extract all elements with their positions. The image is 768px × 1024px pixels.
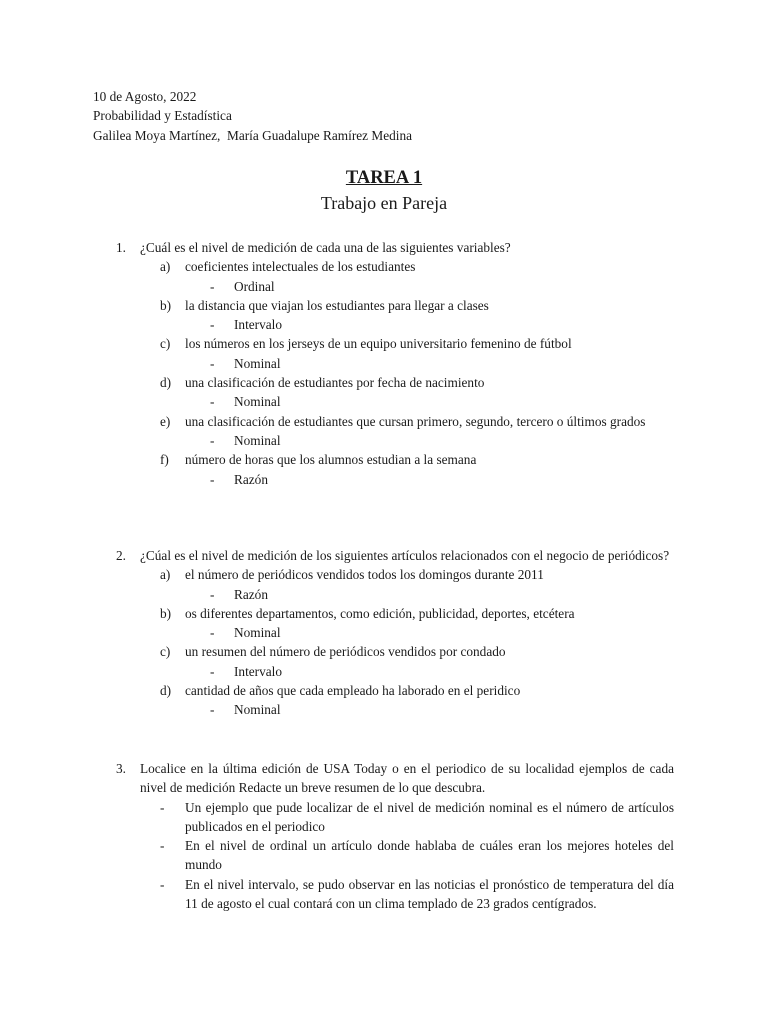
course-line: Probabilidad y Estadística <box>93 108 232 124</box>
answer <box>210 700 674 719</box>
answer <box>210 470 674 489</box>
answer-text: Nominal <box>234 625 281 641</box>
dash-marker: - <box>210 586 215 602</box>
list-item <box>160 412 674 431</box>
answer-text: Nominal <box>234 702 281 718</box>
answer-text: Ordinal <box>234 278 275 294</box>
item-label: a) <box>160 567 171 583</box>
answer <box>210 431 674 450</box>
answer-text: Intervalo <box>234 317 282 333</box>
bullet-item <box>160 798 674 837</box>
list-item <box>160 296 674 315</box>
dash-marker: - <box>210 394 215 410</box>
dash-marker: - <box>210 702 215 718</box>
date-line: 10 de Agosto, 2022 <box>93 89 197 104</box>
item-label: d) <box>160 375 172 391</box>
dash-marker: - <box>160 799 165 815</box>
item-label: d) <box>160 683 172 699</box>
item-text: cantidad de años que cada empleado ha laborado en el peridico <box>185 683 521 699</box>
item-label: b) <box>160 297 172 313</box>
item-label: c) <box>160 644 171 660</box>
list-item <box>160 604 674 623</box>
item-text: número de horas que los alumnos estudian a la semana <box>185 452 477 468</box>
answer <box>210 585 674 604</box>
question-number: 1. <box>116 240 126 255</box>
dash-marker: - <box>210 317 215 333</box>
question-text: ¿Cuál es el nivel de medición de cada una de las siguientes variables? <box>140 240 511 255</box>
question-3 <box>116 759 674 913</box>
answer <box>210 623 674 642</box>
item-text: una clasificación de estudiantes por fecha de nacimiento <box>185 375 485 391</box>
item-text: una clasificación de estudiantes que cursan primero, segundo, tercero o últimos grados <box>185 413 646 429</box>
answer-text: Intervalo <box>234 663 282 679</box>
question-number: 3. <box>116 761 126 776</box>
dash-marker: - <box>210 432 215 448</box>
item-label: e) <box>160 413 171 429</box>
list-item <box>160 642 674 661</box>
dash-marker: - <box>210 471 215 487</box>
answer <box>210 315 674 334</box>
list-item <box>160 373 674 392</box>
bullet-text: En el nivel intervalo, se pudo observar en las noticias el pronóstico de temperatura del día 11 de agosto el cual contará con un clima templado de 23 grados centígrados. <box>185 876 674 912</box>
dash-marker: - <box>210 278 215 294</box>
answer-text: Nominal <box>234 432 281 448</box>
dash-marker: - <box>210 625 215 641</box>
bullet-text: Un ejemplo que pude localizar de el nivel de medición nominal es el número de artículos publicados en el periodico <box>185 799 674 834</box>
dash-marker: - <box>160 838 165 854</box>
item-text: coeficientes intelectuales de los estudiantes <box>185 259 416 275</box>
answer-text: Nominal <box>234 394 281 410</box>
bullet-item <box>160 836 674 875</box>
item-text: los números en los jerseys de un equipo universitario femenino de fútbol <box>185 336 572 352</box>
answer <box>210 277 674 296</box>
question-text: Localice en la última edición de USA Today o en el periodico de su localidad ejemplos de cada nivel de medición Redacte un breve resumen de lo que descubra. <box>140 761 674 796</box>
question-1 <box>116 238 674 489</box>
list-item <box>160 450 674 469</box>
question-text: ¿Cúal es el nivel de medición de los siguientes artículos relacionados con el negocio de periódicos? <box>140 548 670 563</box>
answer <box>210 354 674 373</box>
page-subtitle: Trabajo en Pareja <box>320 193 448 213</box>
dash-marker: - <box>160 876 165 892</box>
item-label: b) <box>160 605 172 621</box>
answer-text: Razón <box>234 471 268 487</box>
answer-text: Nominal <box>234 355 281 371</box>
item-label: f) <box>160 452 169 468</box>
question-2 <box>116 546 674 720</box>
dash-marker: - <box>210 355 215 371</box>
answer <box>210 662 674 681</box>
bullet-text: En el nivel de ordinal un artículo donde hablaba de cuáles eran los mejores hoteles del mundo <box>185 838 674 873</box>
bullet-item <box>160 875 674 914</box>
page-title: TAREA 1 <box>345 168 423 188</box>
item-text: el número de periódicos vendidos todos los domingos durante 2011 <box>185 567 544 583</box>
item-text: la distancia que viajan los estudiantes para llegar a clases <box>185 297 489 313</box>
list-item <box>160 257 674 276</box>
item-label: a) <box>160 259 171 275</box>
answer-text: Razón <box>234 586 268 602</box>
item-label: c) <box>160 336 171 352</box>
header-block <box>93 87 412 145</box>
list-item <box>160 565 674 584</box>
list-item <box>160 334 674 353</box>
authors-line: Galilea Moya Martínez, María Guadalupe Ramírez Medina <box>93 127 413 143</box>
dash-marker: - <box>210 663 215 679</box>
answer <box>210 392 674 411</box>
item-text: os diferentes departamentos, como edición, publicidad, deportes, etcétera <box>185 605 575 621</box>
list-item <box>160 681 674 700</box>
question-number: 2. <box>116 548 126 563</box>
item-text: un resumen del número de periódicos vendidos por condado <box>185 644 506 660</box>
